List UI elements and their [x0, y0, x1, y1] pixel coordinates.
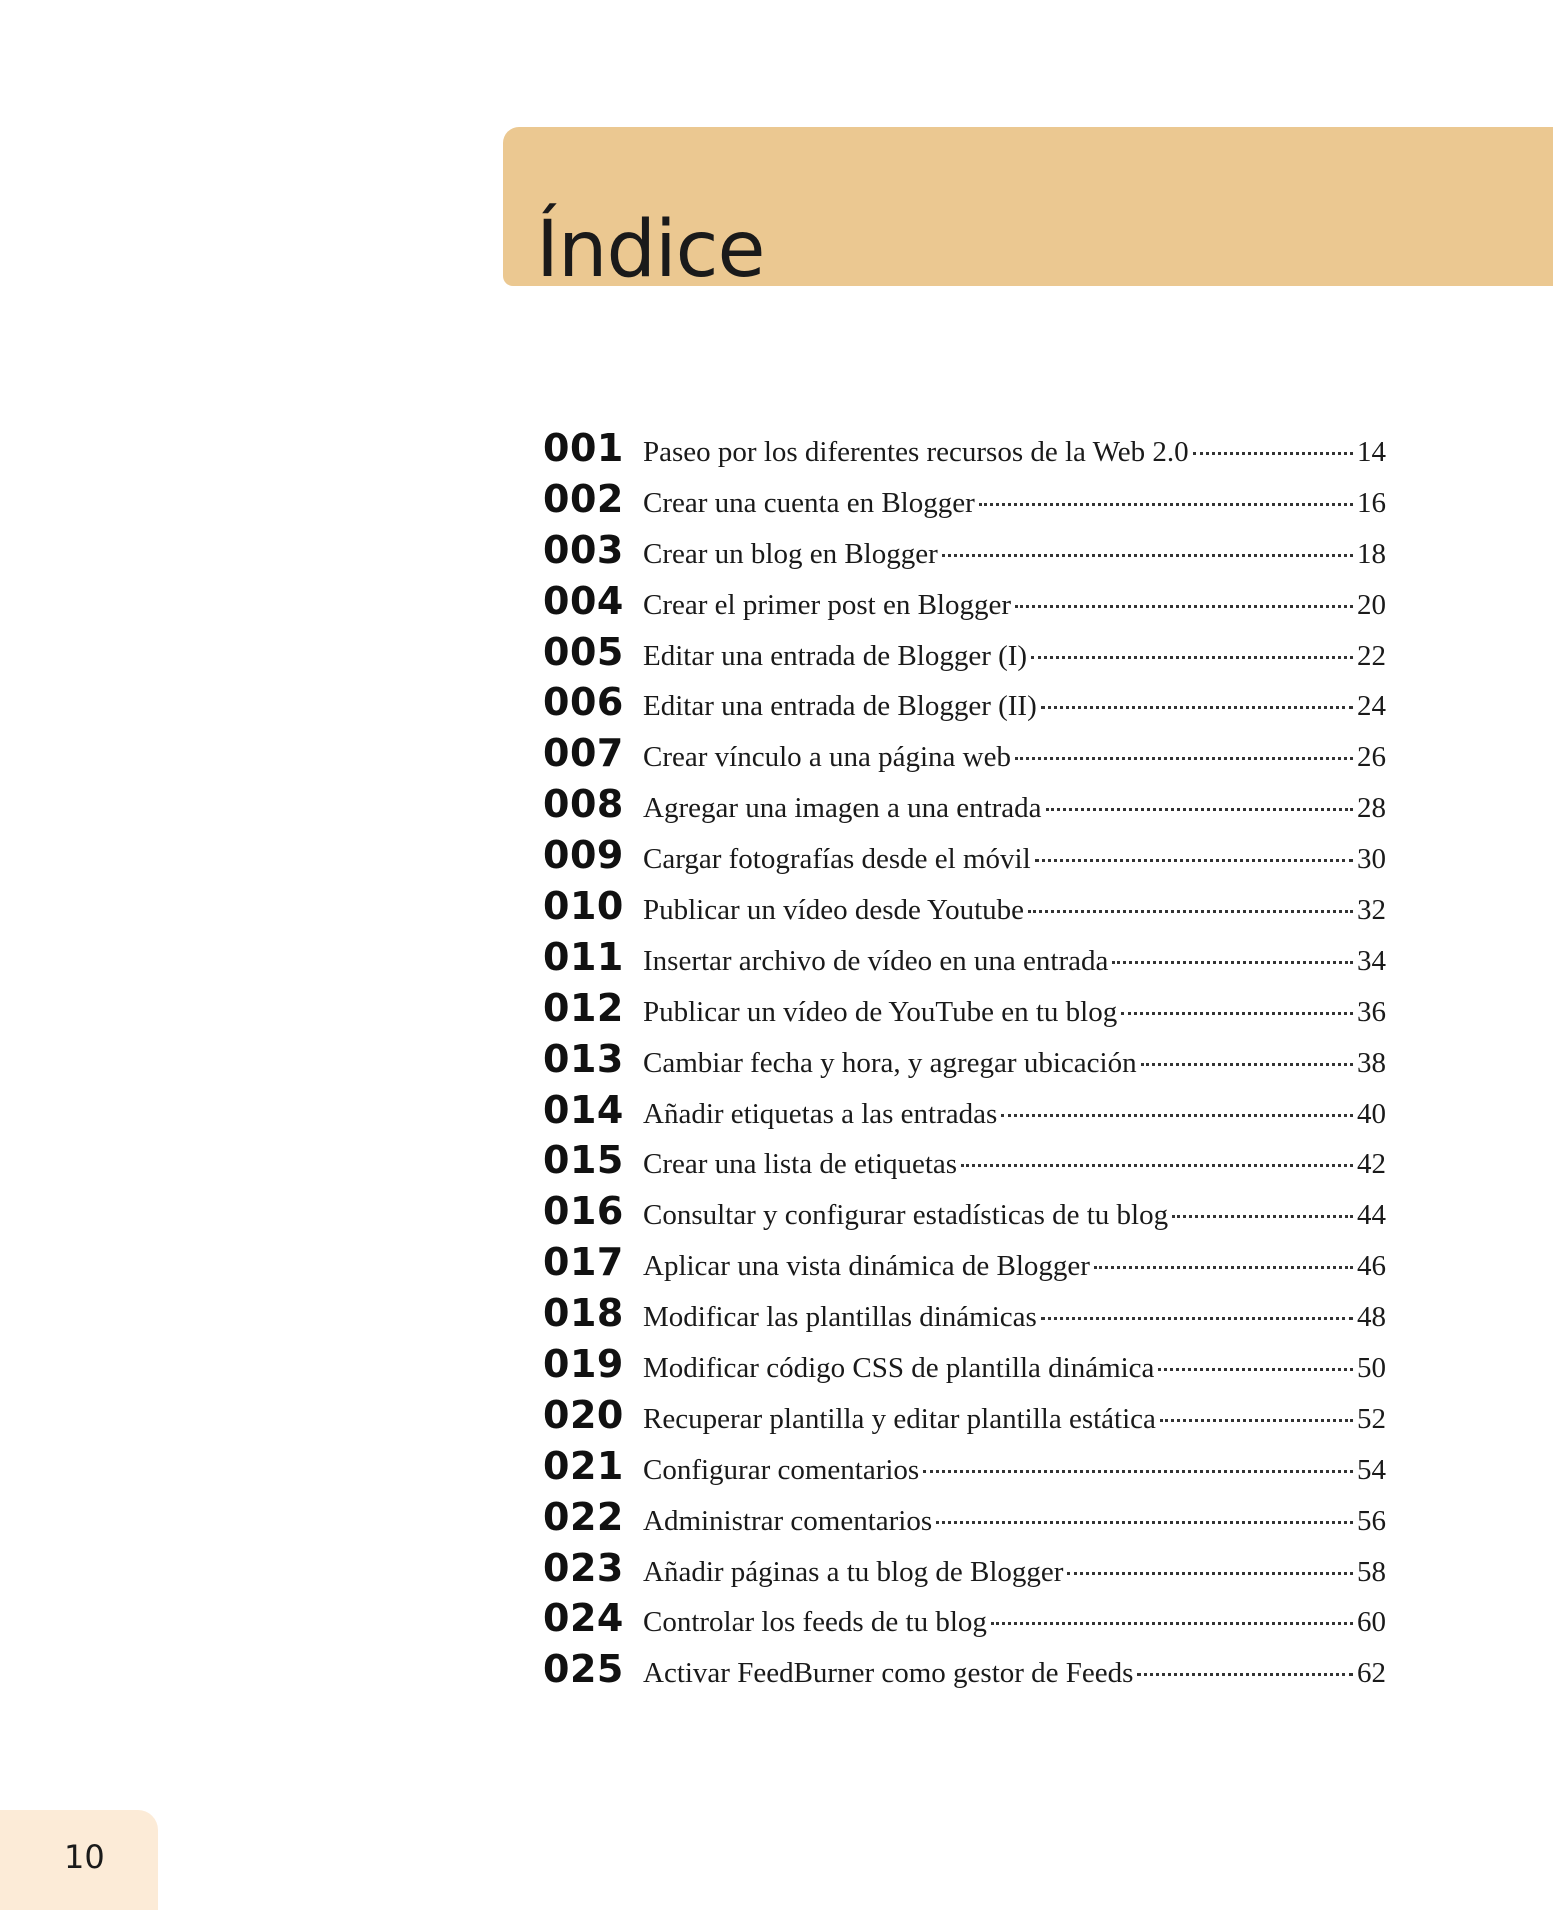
- toc-entry-title: Modificar código CSS de plantilla dinámica: [643, 1352, 1155, 1385]
- toc-entry[interactable]: [543, 1240, 1386, 1291]
- toc-entry-page: 54: [1357, 1453, 1386, 1486]
- toc-leader-dots: [991, 1622, 1353, 1625]
- toc-entry-title: Publicar un vídeo de YouTube en tu blog: [643, 995, 1118, 1028]
- toc-entry-page: 30: [1357, 843, 1386, 876]
- toc-entry-page: 44: [1357, 1199, 1386, 1232]
- toc-entry-page: 42: [1357, 1148, 1386, 1181]
- toc-leader-dots: [1193, 452, 1353, 455]
- toc-entry-title: Controlar los feeds de tu blog: [643, 1606, 987, 1639]
- toc-entry-title: Recuperar plantilla y editar plantilla estática: [643, 1402, 1156, 1435]
- toc-entry-number: 024: [543, 1596, 624, 1641]
- toc-entry-title: Publicar un vídeo desde Youtube: [643, 894, 1024, 927]
- toc-entry-title: Cargar fotografías desde el móvil: [643, 843, 1031, 876]
- toc-entry-number: 004: [543, 578, 624, 623]
- toc-leader-dots: [942, 554, 1353, 557]
- toc-leader-dots: [1015, 605, 1353, 608]
- toc-entry-title: Activar FeedBurner como gestor de Feeds: [643, 1657, 1134, 1690]
- toc-entry-number: 022: [543, 1494, 624, 1539]
- folio-tab: [0, 1810, 158, 1910]
- toc-entry-title: Modificar las plantillas dinámicas: [643, 1301, 1037, 1334]
- toc-entry-number: 012: [543, 985, 624, 1030]
- toc-entry-title: Configurar comentarios: [643, 1453, 920, 1486]
- toc-entry-title: Aplicar una vista dinámica de Blogger: [643, 1250, 1090, 1283]
- toc-leader-dots: [1031, 656, 1353, 659]
- toc-entry[interactable]: [543, 630, 1386, 681]
- toc-leader-dots: [1067, 1572, 1353, 1575]
- toc-leader-dots: [1035, 859, 1353, 862]
- toc-entry[interactable]: [543, 1138, 1386, 1189]
- toc-entry[interactable]: [543, 1088, 1386, 1139]
- toc-leader-dots: [1121, 1012, 1353, 1015]
- toc-entry-number: 018: [543, 1291, 624, 1336]
- toc-entry[interactable]: [543, 1189, 1386, 1240]
- toc-entry-number: 007: [543, 731, 624, 776]
- toc-entry-page: 38: [1357, 1046, 1386, 1079]
- toc-entry-page: 18: [1357, 537, 1386, 570]
- toc-leader-dots: [1028, 910, 1353, 913]
- toc-entry-title: Editar una entrada de Blogger (II): [643, 690, 1037, 723]
- toc-leader-dots: [1137, 1673, 1353, 1676]
- toc-entry-number: 019: [543, 1342, 624, 1387]
- toc-entry[interactable]: [543, 782, 1386, 833]
- toc-entry[interactable]: [543, 986, 1386, 1037]
- toc-entry-title: Consultar y configurar estadísticas de tu blog: [643, 1199, 1169, 1232]
- toc-leader-dots: [1041, 1317, 1353, 1320]
- toc-entry-title: Crear un blog en Blogger: [643, 537, 938, 570]
- toc-entry-title: Crear vínculo a una página web: [643, 741, 1011, 774]
- toc-entry-title: Añadir páginas a tu blog de Blogger: [643, 1555, 1064, 1588]
- toc-entry[interactable]: [543, 731, 1386, 782]
- toc-entry[interactable]: [543, 1495, 1386, 1546]
- toc-entry-title: Insertar archivo de vídeo en una entrada: [643, 944, 1109, 977]
- toc-entry-number: 013: [543, 1036, 624, 1081]
- toc-entry-number: 015: [543, 1138, 624, 1183]
- toc-entry-page: 24: [1357, 690, 1386, 723]
- toc-entry-page: 48: [1357, 1301, 1386, 1334]
- toc-leader-dots: [1158, 1368, 1353, 1371]
- toc-leader-dots: [1141, 1063, 1353, 1066]
- toc-entry-page: 32: [1357, 894, 1386, 927]
- toc-entry[interactable]: [543, 680, 1386, 731]
- toc-entry[interactable]: [543, 1393, 1386, 1444]
- toc-entry-number: 025: [543, 1647, 624, 1692]
- toc-entry-page: 62: [1357, 1657, 1386, 1690]
- toc-entry-page: 26: [1357, 741, 1386, 774]
- toc-entry-title: Editar una entrada de Blogger (I): [643, 639, 1028, 672]
- toc-entry[interactable]: [543, 1037, 1386, 1088]
- toc-entry-page: 34: [1357, 944, 1386, 977]
- toc-entry-number: 006: [543, 680, 624, 725]
- toc-entry-number: 017: [543, 1240, 624, 1285]
- toc-entry-number: 008: [543, 782, 624, 827]
- toc-entry-number: 011: [543, 934, 624, 979]
- toc-leader-dots: [936, 1521, 1353, 1524]
- page-number: 10: [64, 1838, 105, 1876]
- toc-entry[interactable]: [543, 935, 1386, 986]
- page-title: Índice: [536, 205, 765, 295]
- toc-entry-page: 14: [1357, 436, 1386, 468]
- toc-leader-dots: [1112, 961, 1353, 964]
- toc-leader-dots: [923, 1470, 1353, 1473]
- table-of-contents: [543, 426, 1386, 1698]
- toc-entry-number: 021: [543, 1443, 624, 1488]
- toc-entry-title: Añadir etiquetas a las entradas: [643, 1097, 998, 1130]
- toc-entry-number: 005: [543, 629, 624, 674]
- toc-entry-page: 46: [1357, 1250, 1386, 1283]
- toc-entry[interactable]: [543, 1647, 1386, 1698]
- toc-entry-page: 20: [1357, 588, 1386, 621]
- toc-entry-page: 52: [1357, 1402, 1386, 1435]
- toc-entry-page: 50: [1357, 1352, 1386, 1385]
- toc-entry-title: Administrar comentarios: [643, 1504, 933, 1537]
- toc-entry-number: 010: [543, 884, 624, 929]
- toc-leader-dots: [1172, 1215, 1353, 1218]
- toc-entry[interactable]: [543, 1596, 1386, 1647]
- toc-entry-page: 60: [1357, 1606, 1386, 1639]
- toc-entry[interactable]: [543, 1342, 1386, 1393]
- title-band: [503, 127, 1553, 295]
- toc-entry-number: 023: [543, 1545, 624, 1590]
- toc-entry-number: 003: [543, 527, 624, 572]
- toc-leader-dots: [1160, 1419, 1353, 1422]
- toc-entry-title: Cambiar fecha y hora, y agregar ubicación: [643, 1046, 1137, 1079]
- toc-entry-page: 22: [1357, 639, 1386, 672]
- toc-entry-number: 001: [543, 426, 624, 470]
- toc-entry[interactable]: [543, 884, 1386, 935]
- toc-entry-page: 16: [1357, 486, 1386, 519]
- toc-entry-number: 002: [543, 476, 624, 521]
- toc-entry[interactable]: [543, 1546, 1386, 1597]
- toc-entry[interactable]: [543, 1444, 1386, 1495]
- toc-leader-dots: [961, 1164, 1353, 1167]
- toc-entry-title: Crear una cuenta en Blogger: [643, 486, 975, 519]
- toc-entry-number: 020: [543, 1392, 624, 1437]
- toc-entry-page: 58: [1357, 1555, 1386, 1588]
- toc-entry[interactable]: [543, 426, 1386, 477]
- toc-entry-number: 014: [543, 1087, 624, 1132]
- toc-entry-title: Agregar una imagen a una entrada: [643, 792, 1042, 825]
- toc-entry-title: Paseo por los diferentes recursos de la Web 2.0: [643, 436, 1189, 468]
- toc-entry[interactable]: [543, 1291, 1386, 1342]
- toc-entry-page: 56: [1357, 1504, 1386, 1537]
- toc-leader-dots: [1041, 706, 1353, 709]
- toc-entry-page: 36: [1357, 995, 1386, 1028]
- toc-entry-number: 016: [543, 1189, 624, 1234]
- toc-leader-dots: [1001, 1114, 1353, 1117]
- toc-leader-dots: [1046, 808, 1353, 811]
- toc-entry-page: 28: [1357, 792, 1386, 825]
- toc-entry-title: Crear una lista de etiquetas: [643, 1148, 958, 1181]
- toc-entry[interactable]: [543, 579, 1386, 630]
- toc-leader-dots: [1015, 757, 1353, 760]
- toc-leader-dots: [979, 503, 1353, 506]
- toc-entry[interactable]: [543, 528, 1386, 579]
- toc-entry-number: 009: [543, 833, 624, 878]
- toc-entry[interactable]: [543, 477, 1386, 528]
- toc-leader-dots: [1094, 1266, 1353, 1269]
- toc-entry-page: 40: [1357, 1097, 1386, 1130]
- toc-entry-title: Crear el primer post en Blogger: [643, 588, 1012, 621]
- toc-entry[interactable]: [543, 833, 1386, 884]
